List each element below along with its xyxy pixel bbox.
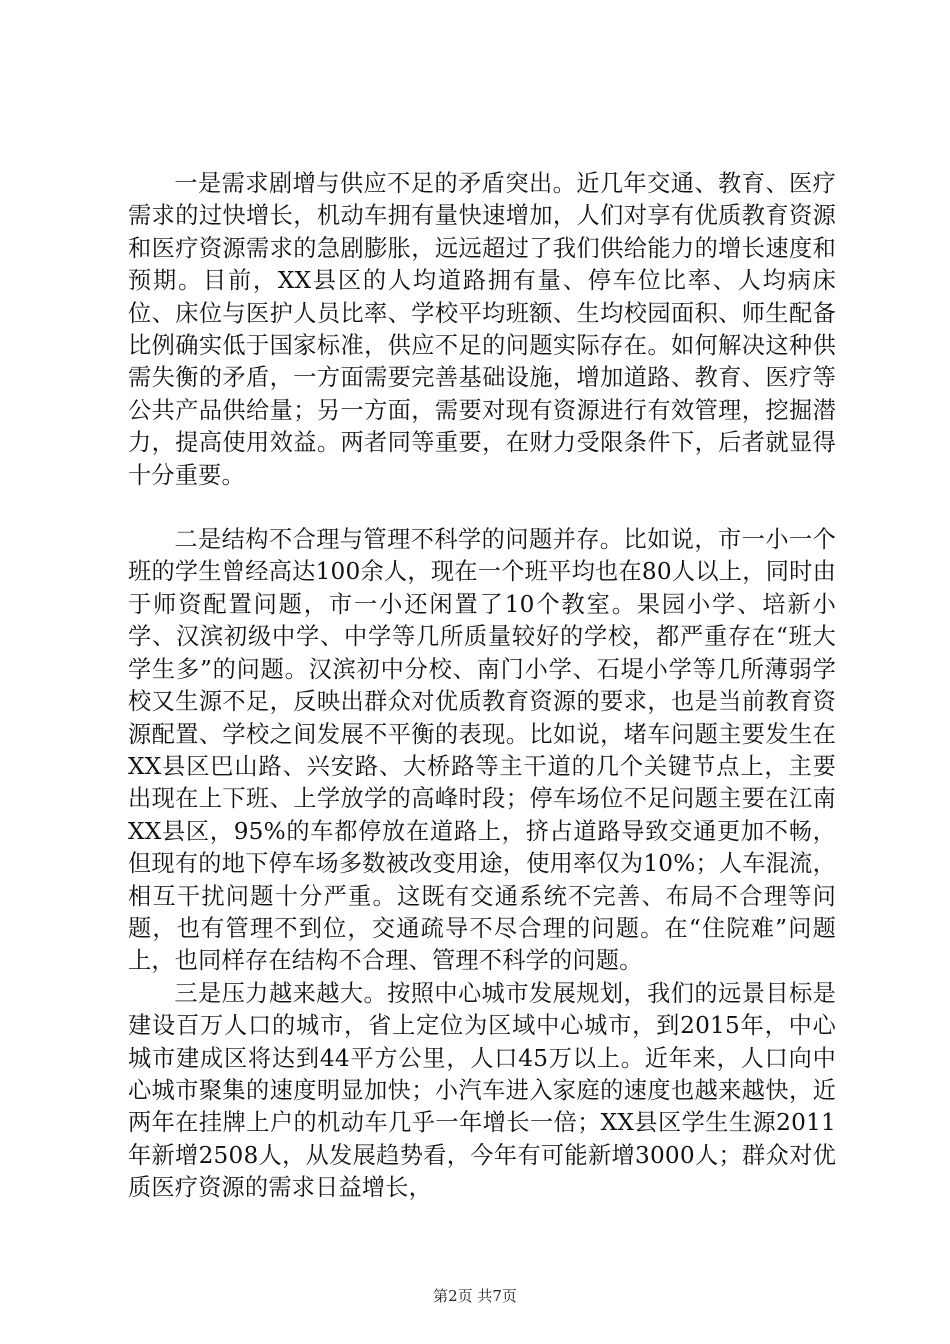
page-number: 第2页 共7页 bbox=[433, 1287, 517, 1305]
paragraph-structure-management: 二是结构不合理与管理不科学的问题并存。比如说，市一小一个班的学生曾经高达100余人，现在一个班平均也在80人以上，同时由于师资配置问题，市一小还闲置了10个教室。果园小学、培新小学、汉滨初级中学、中学等几所质量较好的学校，都严重存在“班大学生多”的问题。汉滨初中分校、南门小学、石堤小学等几所薄弱学校又生源不足，反映出群众对优质教育资源的要求，也是当前教育资源配置、学校之间发展不平衡的表现。比如说，堵车问题主要发生在XX县区巴山路、兴安路、大桥路等主干道的几个关键节点上，主要出现在上下班、上学放学的高峰时段；停车场位不足问题主要在江南XX县区，95%的车都停放在道路上，挤占道路导致交通更加不畅，但现有的地下停车场多数被改变用途，使用率仅为10%；人车混流，相互干扰问题十分严重。这既有交通系统不完善、布局不合理等问题，也有管理不到位，交通疏导不尽合理的问题。在“住院难”问题上，也同样存在结构不合理、管理不科学的问题。 bbox=[128, 526, 836, 975]
paragraph-supply-demand: 一是需求剧增与供应不足的矛盾突出。近几年交通、教育、医疗需求的过快增长，机动车拥有量快速增加，人们对享有优质教育资源和医疗资源需求的急剧膨胀，远远超过了我们供给能力的增长速度和预期。目前，XX县区的人均道路拥有量、停车位比率、人均病床位、床位与医护人员比率、学校平均班额、生均校园面积、师生配备比例确实低于国家标准，供应不足的问题实际存在。如何解决这种供需失衡的矛盾，一方面需要完善基础设施，增加道路、教育、医疗等公共产品供给量；另一方面，需要对现有资源进行有效管理，挖掘潜力，提高使用效益。两者同等重要，在财力受限条件下，后者就显得十分重要。 bbox=[128, 170, 836, 489]
paragraph-pressure: 三是压力越来越大。按照中心城市发展规划，我们的远景目标是建设百万人口的城市，省上定位为区域中心城市，到2015年，中心城市建成区将达到44平方公里，人口45万以上。近年来，人口向中心城市聚集的速度明显加快；小汽车进入家庭的速度也越来越快，近两年在挂牌上户的机动车几乎一年增长一倍；XX县区学生生源2011年新增2508人，从发展趋势看，今年有可能新增3000人；群众对优质医疗资源的需求日益增长， bbox=[128, 979, 836, 1202]
paragraph-gap bbox=[128, 492, 836, 524]
document-body bbox=[128, 168, 836, 1205]
